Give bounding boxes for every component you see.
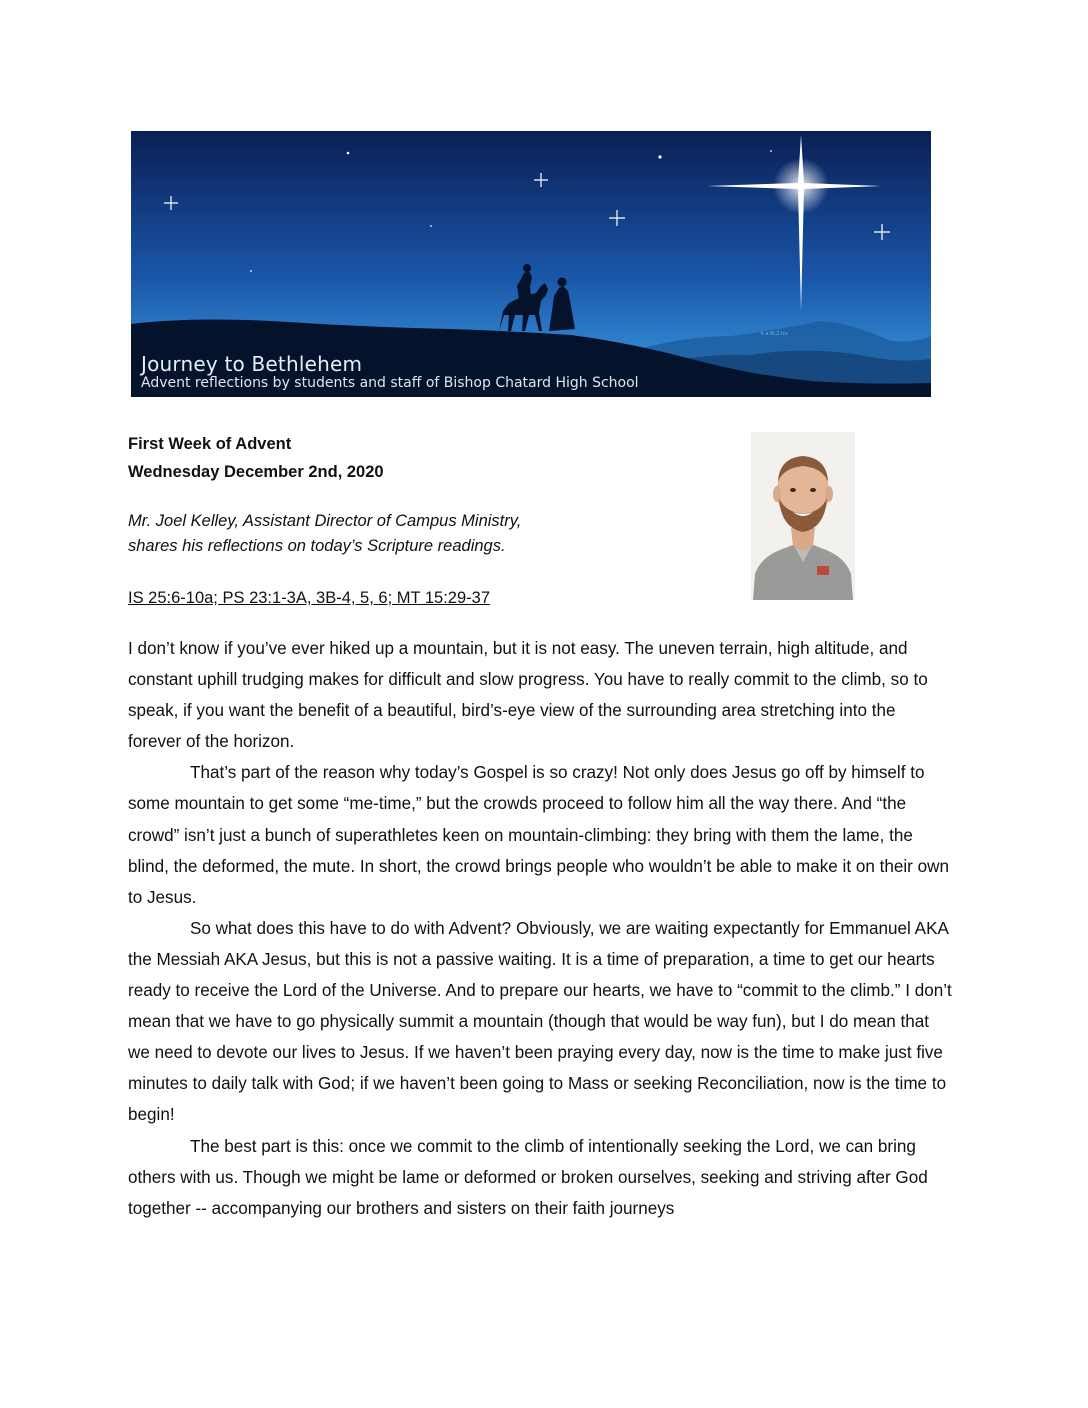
paragraph: The best part is this: once we commit to the climb of intentionally seeking the Lord, we can bring others with us. Though we might be lame or deformed or broken ourselves, seeking and striving after God together -- accompanying our brothers and sisters on their faith journeys [128, 1136, 928, 1218]
reflection-date: Wednesday December 2nd, 2020 [128, 463, 384, 481]
reflection-body [128, 633, 952, 1224]
svg-text:k.e.fli.2.lcs: k.e.fli.2.lcs [761, 331, 788, 337]
person-photo-icon [751, 432, 855, 600]
paragraph: That’s part of the reason why today’s Gospel is so crazy! Not only does Jesus go off by himself to some mountain to get some “me-time,” but the crowds proceed to follow him all the way there. And “the crowd” isn’t just a bunch of superathletes keen on mountain-climbing: they bring with them the lame, the blind, the deformed, the mute. In short, the crowd brings people who wouldn’t be able to make it on their own to Jesus. [128, 763, 949, 907]
byline-line-2: shares his reflections on today’s Scripture readings. [128, 537, 506, 555]
author-portrait [751, 432, 855, 600]
paragraph: I don’t know if you’ve ever hiked up a mountain, but it is not easy. The uneven terrain, high altitude, and constant uphill trudging makes for difficult and slow progress. You have to really commit to the climb, so to speak, if you want the benefit of a beautiful, bird’s-eye view of the surrounding area stretching into the forever of the horizon. [128, 639, 928, 752]
byline-line-1: Mr. Joel Kelley, Assistant Director of Campus Ministry, [128, 512, 522, 530]
scripture-reference-link[interactable]: IS 25:6-10a; PS 23:1-3A, 3B-4, 5, 6; MT 15:29-37 [128, 589, 490, 607]
banner-title: Journey to Bethlehem [141, 352, 363, 376]
author-byline [128, 509, 728, 559]
advent-week-heading: First Week of Advent [128, 435, 292, 453]
paragraph: So what does this have to do with Advent? Obviously, we are waiting expectantly for Emmanuel AKA the Messiah AKA Jesus, but this is not a passive waiting. It is a time of preparation, a time to get our hearts ready to receive the Lord of the Universe. And to prepare our hearts, we have to “commit to the climb.” I don’t mean that we have to go physically summit a mountain (though that would be way fun), but I do mean that we need to devote our lives to Jesus. If we haven’t been praying every day, now is the time to make just five minutes to daily talk with God; if we haven’t been going to Mass or seeking Reconciliation, now is the time to begin! [128, 918, 952, 1125]
banner-subtitle: Advent reflections by students and staff of Bishop Chatard High School [141, 375, 639, 391]
reflection-header [128, 430, 728, 486]
header-banner [131, 131, 931, 397]
